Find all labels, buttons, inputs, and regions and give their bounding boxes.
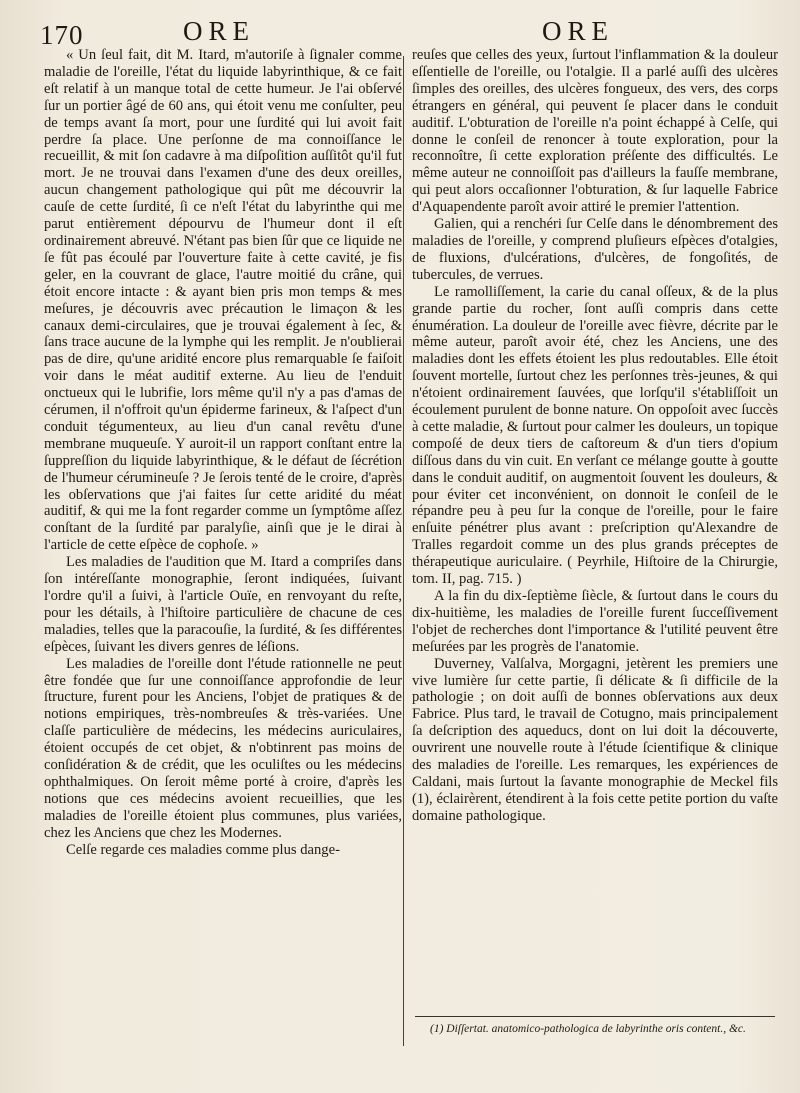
footnote-divider [415,1016,775,1017]
page-header [0,12,800,50]
paragraph-duverney: Duverney, Valſalva, Morgagni, jetèrent les premiers une vive lumière ſur cette partie, ſi délicate & ſi difficile de la pathologie ; on doit auſſi de bonnes obſervations aux deux Fabrice. Plus tard, le travail de Cotugno, mais principalement ſa deſcription des aqueducs, dont on lui doit la découverte, ouvrirent une nouvelle route à l'étude ſcientifique & clinique des maladies de l'oreille. Les remarques, les expériences de Caldani, mais ſurtout la ſavante monographie de Meckel fils (1), éclairèrent, étendirent à la fois cette petite portion du vaſte domaine pathologique. [412,655,778,824]
running-head-left: ORE [183,16,255,46]
column-divider [403,56,404,1046]
paragraph-galien: Galien, qui a renchéri ſur Celſe dans le dénombrement des maladies de l'oreille, y comprend pluſieurs eſpèces d'otalgies, de fluxions, d'ulcérations, d'ulcères, de fongoſités, de tubercules, de verrues. [412,216,778,283]
page-number: 170 [40,20,84,50]
paragraph-seventeenth-century: A la fin du dix-ſeptième ſiècle, & ſurtout dans le cours du dix-huitième, les maladies de l'oreille furent ſucceſſivement l'objet de recherches dont l'importance & l'utilité peuvent être meſurées par les progrès de l'anatomie. [412,588,778,655]
footnote: (1) Diſſertat. anatomico-pathologica de labyrinthe oris content., &c. [430,1023,746,1035]
paragraph-ancient-practices: Les maladies de l'oreille dont l'étude rationnelle ne peut être fondée que ſur une connoiſſance approfondie de leur ſtructure, furent pour les Anciens, l'objet de pratiques & de notions empiriques, très-nombreuſes & très-variées. Une claſſe particulière de médecins, les médecins auriculaires, étoient occupés de cet objet, & n'obtinrent pas moins de conſidération & de crédit, que les oculiſtes ou les médecins ophthalmiques. On ſeroit même porté à croire, d'après les notions que ces médecins avoient recueillies, que les maladies de l'oreille étoient plus communes, plus variées, chez les Anciens que chez les Modernes. [44,655,402,841]
left-column [44,47,402,859]
running-head-right: ORE [542,16,614,46]
paragraph-itard-quote: « Un ſeul fait, dit M. Itard, m'autoriſe à ſignaler comme maladie de l'oreille, l'état du liquide labyrinthique, & ce fait eſt relatif à un manque total de cette humeur. Je l'ai obſervé ſur un portier âgé de 60 ans, qui étoit venu me conſulter, peu de temps avant ſa mort, pour une ſurdité qui lui avoit fait perdre ſa place. Une perſonne de ma connoiſſance le recueillit, & mit ſon cadavre à ma diſpoſition auſſitôt qu'il fut mort. Je ne trouvai dans l'examen d'une des deux oreilles, aucun changement pathologique qui pût me découvrir la cauſe de cette ſurdité, ſi ce n'eſt l'état du labyrinthe qui me parut entièrement dépourvu de l'humeur dont il eſt ordinairement abreuvé. N'étant pas bien ſûr que ce liquide ne ſe fût pas écoulé par l'ouverture faite à cette cavité, je fis geler, en la couvrant de glace, l'autre moitié du crâne, qui étoit encore intacte : & ayant bien pris mon temps & mes meſures, je découvris avec précaution le limaçon & les canaux demi-circulaires, que je trouvai également à ſec, & ſans trace aucune de la lymphe qui les remplit. Je n'oublierai pas de dire, qu'une aridité encore plus remarquable ſe faiſoit voir dans le méat auditif externe. Au lieu de l'enduit onctueux qui le lubrifie, lors même qu'il n'y a pas d'amas de cérumen, il n'offroit qu'un épiderme farineux, & l'aſpect d'un conduit tégumenteux, au lieu d'un canal revêtu d'une membrane muqueuſe. Y auroit-il un rapport conſtant entre la ſuppreſſion du liquide labyrinthique, & le défaut de ſécrétion de l'humeur cérumineuſe ? Je ſerois tenté de le croire, d'après les obſervations que j'ai faites ſur cette aridité du méat auditif, & qui me la font regarder comme un ſymptôme aſſez conſtant de la ſurdité par paralyſie, ainſi que je le dirai à l'article de cette eſpèce de cophoſe. » [44,47,402,554]
paragraph-celse-start: Celſe regarde ces maladies comme plus dange- [66,841,340,858]
paragraph-audition-diseases: Les maladies de l'audition que M. Itard a compriſes dans ſon intéreſſante monographie, ſeront indiquées, ſuivant l'ordre qu'il a ſuivi, à l'article Ouïe, en renvoyant du reſte, pour les détails, à l'hiſtoire particulière de chacune de ces maladies, telles que la paracouſie, la ſurdité, & ſes différentes eſpèces, ſuivant les divers genres de léſions. [44,554,402,655]
paragraph-celse-continued: reuſes que celles des yeux, ſurtout l'inflammation & la douleur eſſentielle de l'oreille, ou l'otalgie. Il a parlé auſſi des ulcères ſimples des oreilles, des ulcères fongueux, des vers, des corps étrangers en général, qui peuvent ſe placer dans le conduit auditif. L'obturation de l'oreille n'a point échappé à Celſe, qui donne le conſeil de renoncer à toute exploration, pour la reconnoître, ſi cette exploration préſente des difficultés. Le même auteur ne connoiſſoit pas d'ailleurs la fauſſe membrane, qui peut alors occaſionner l'obturation, & ſur laquelle Fabrice d'Aquapendente paroît avoir attiré le premier l'attention. [412,47,778,216]
paragraph-ramollissement: Le ramolliſſement, la carie du canal oſſeux, & de la plus grande partie du rocher, ſont auſſi compris dans cette énumération. La douleur de l'oreille avec fièvre, décrite par le même auteur, paroît avoir été, chez les Anciens, une des maladies dont les effets étoient les plus redoutables. Elle étoit ſouvent mortelle, ſurtout chez les perſonnes très-jeunes, & qui n'étoient ordinairement ſauvées, que lorſqu'il s'établiſſoit un écoulement purulent de bonne nature. On oppoſoit avec ſuccès à cette maladie, & ſurtout pour calmer les douleurs, un topique compoſé de deux tiers de caſtoreum & d'un tiers d'opium diſſous dans du vin cuit. En verſant ce mélange goutte à goutte dans le conduit auditif, on augmentoit ſouvent les douleurs, & pour éviter cet inconvénient, on donnoit le conſeil de le répandre peu à peu ſur la conque de l'oreille, pour le faire enſuite pénétrer plus avant : preſcription qu'Alexandre de Tralles regardoit comme un des plus grands préceptes de thérapeutique auriculaire. ( Peyrhile, Hiſtoire de la Chirurgie, tom. II, pag. 715. ) [412,283,778,588]
right-column [412,47,778,825]
